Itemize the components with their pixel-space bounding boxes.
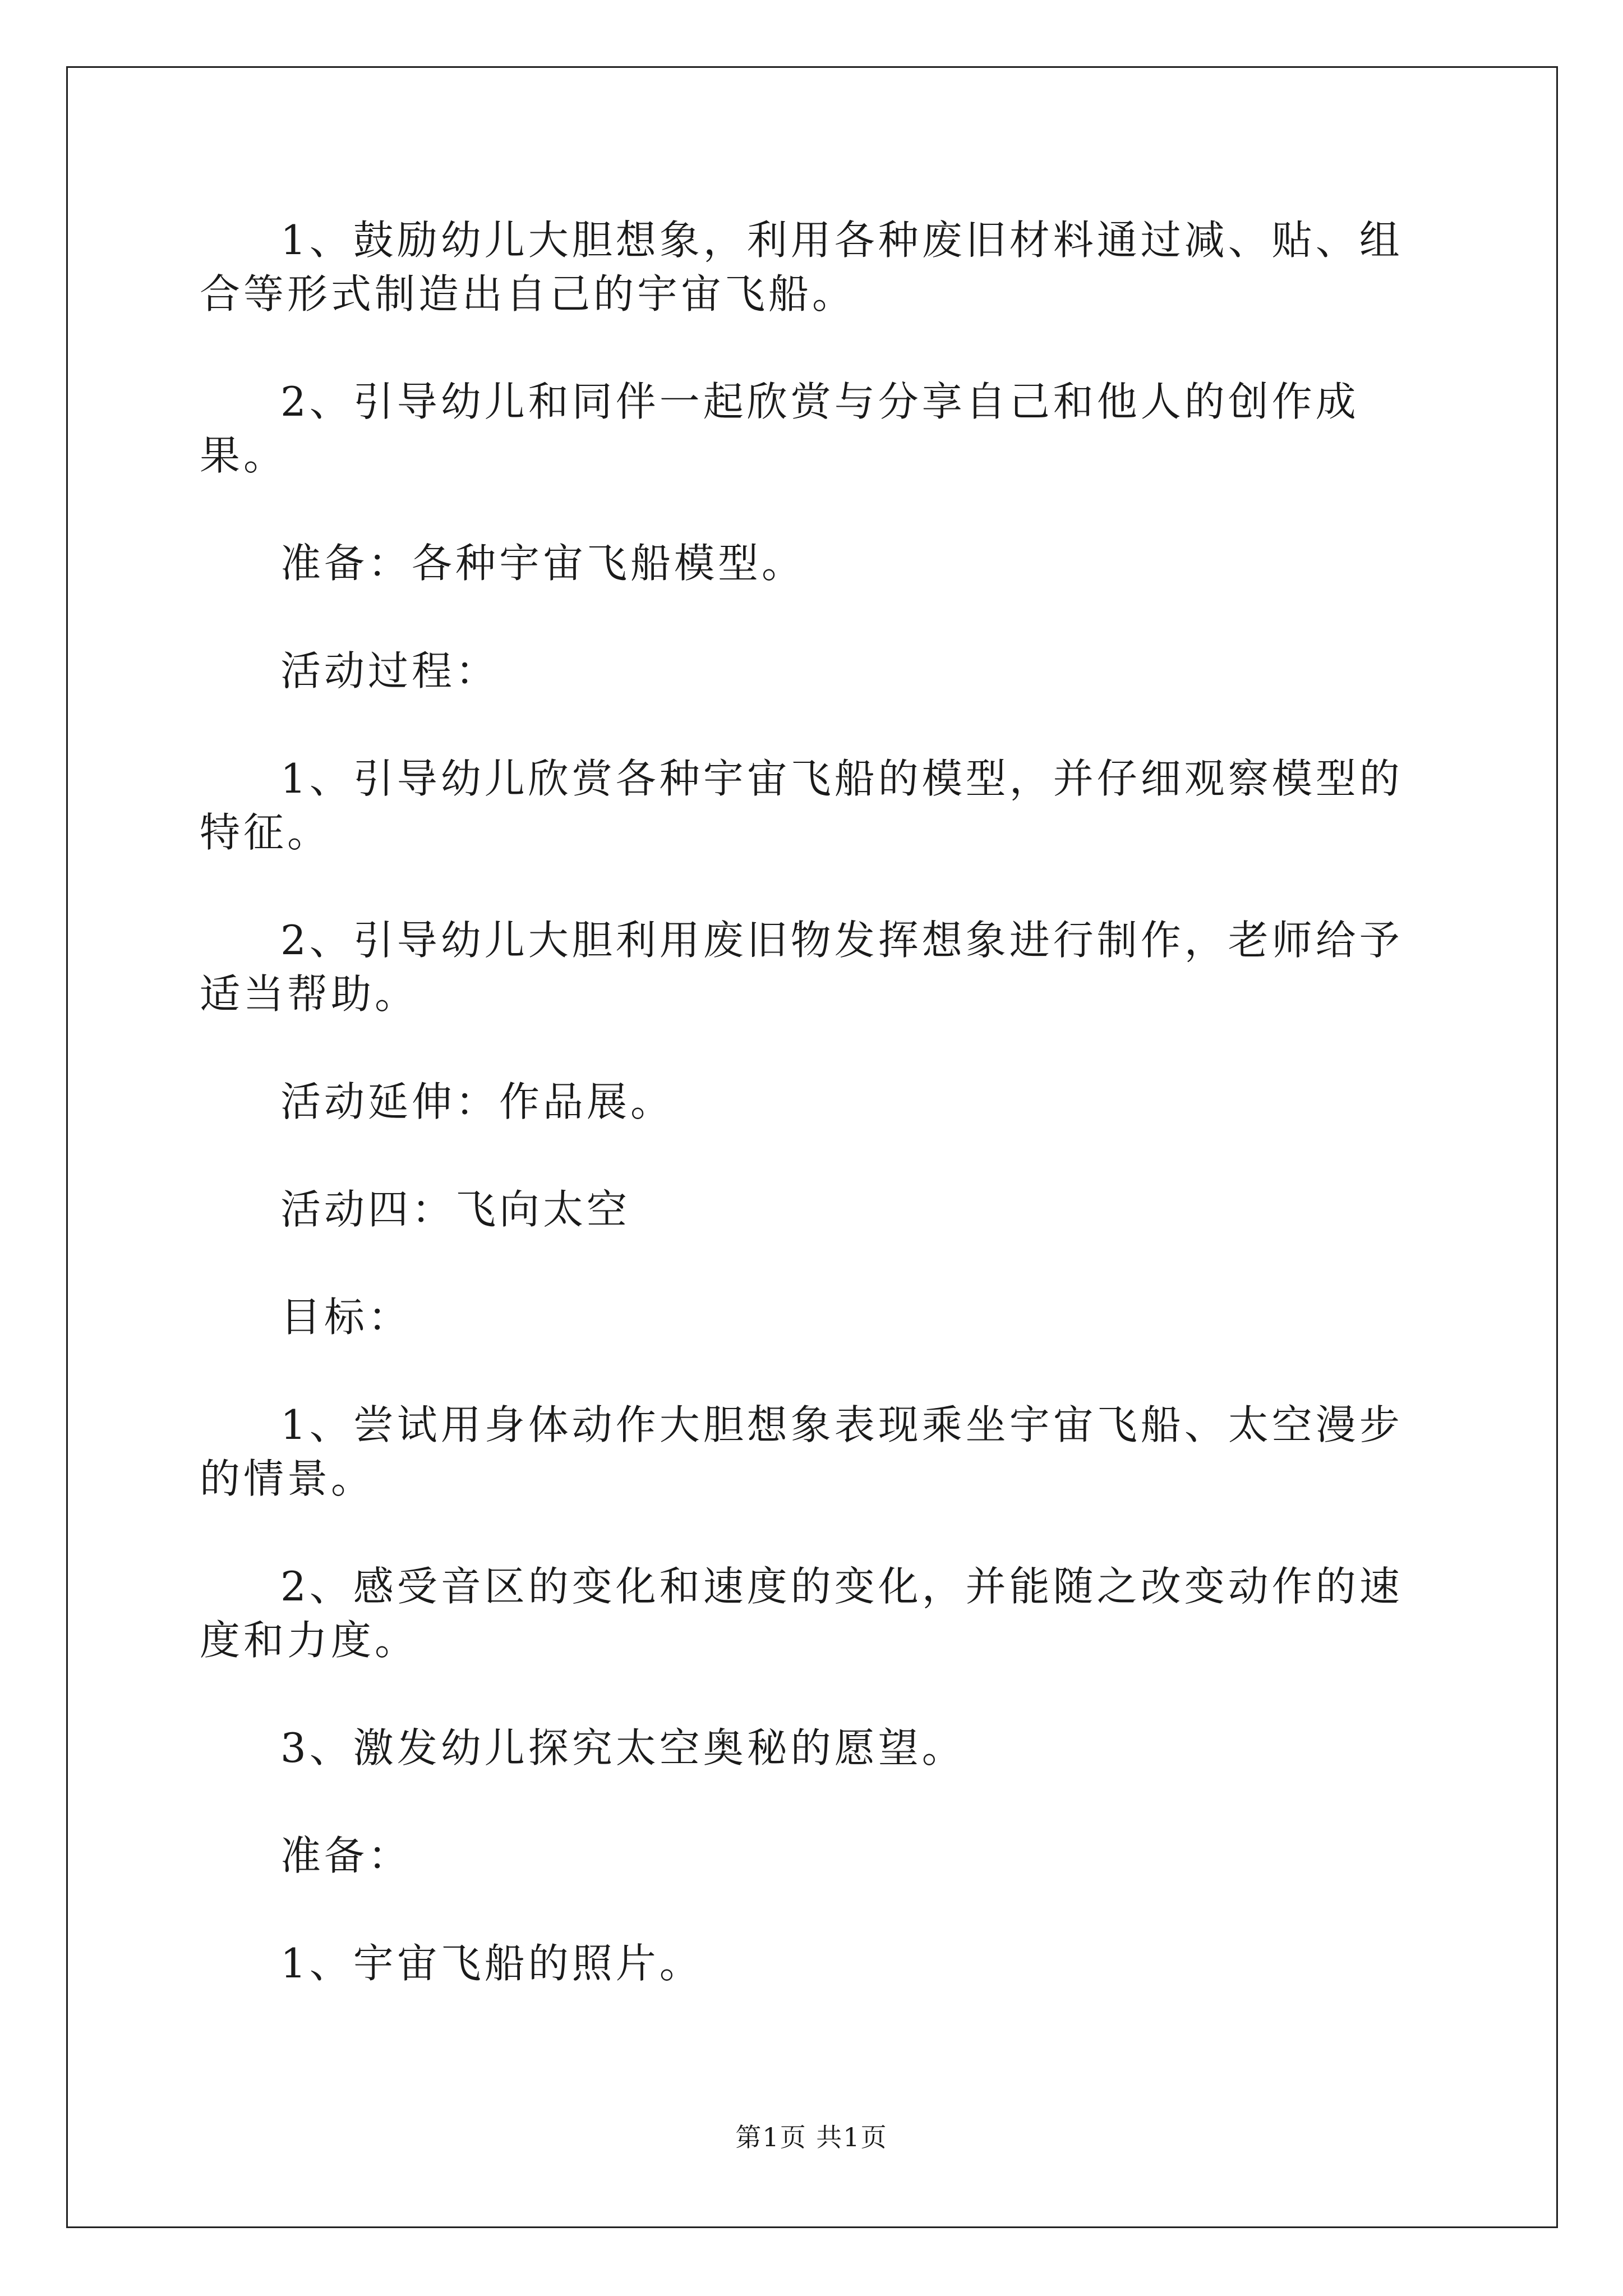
section-heading: 活动四：飞向太空 [280,1186,631,1233]
paragraph: 1、尝试用身体动作大胆想象表现乘坐宇宙飞船、太空漫步的情景。 [200,1401,1403,1502]
paragraph: 1、引导幼儿欣赏各种宇宙飞船的模型，并仔细观察模型的特征。 [200,755,1403,856]
paragraph: 1、鼓励幼儿大胆想象，利用各种废旧材料通过减、贴、组合等形式制造出自己的宇宙飞船。 [200,217,1403,318]
paragraph: 3、激发幼儿探究太空奥秘的愿望。 [280,1724,966,1772]
paragraph: 2、引导幼儿大胆利用废旧物发挥想象进行制作，老师给予适当帮助。 [200,917,1403,1018]
page-number-footer: 第1页 共1页 [735,2122,888,2152]
paragraph: 准备： [280,1832,412,1879]
paragraph: 1、宇宙飞船的照片。 [280,1940,703,1987]
paragraph: 准备：各种宇宙飞船模型。 [280,540,806,587]
paragraph: 目标： [280,1294,412,1341]
document-body [200,213,1433,2044]
paragraph: 活动延伸：作品展。 [280,1078,675,1125]
paragraph: 活动过程： [280,647,500,694]
paragraph: 2、感受音区的变化和速度的变化，并能随之改变动作的速度和力度。 [200,1563,1403,1664]
paragraph: 2、引导幼儿和同伴一起欣赏与分享自己和他人的创作成果。 [200,378,1359,479]
